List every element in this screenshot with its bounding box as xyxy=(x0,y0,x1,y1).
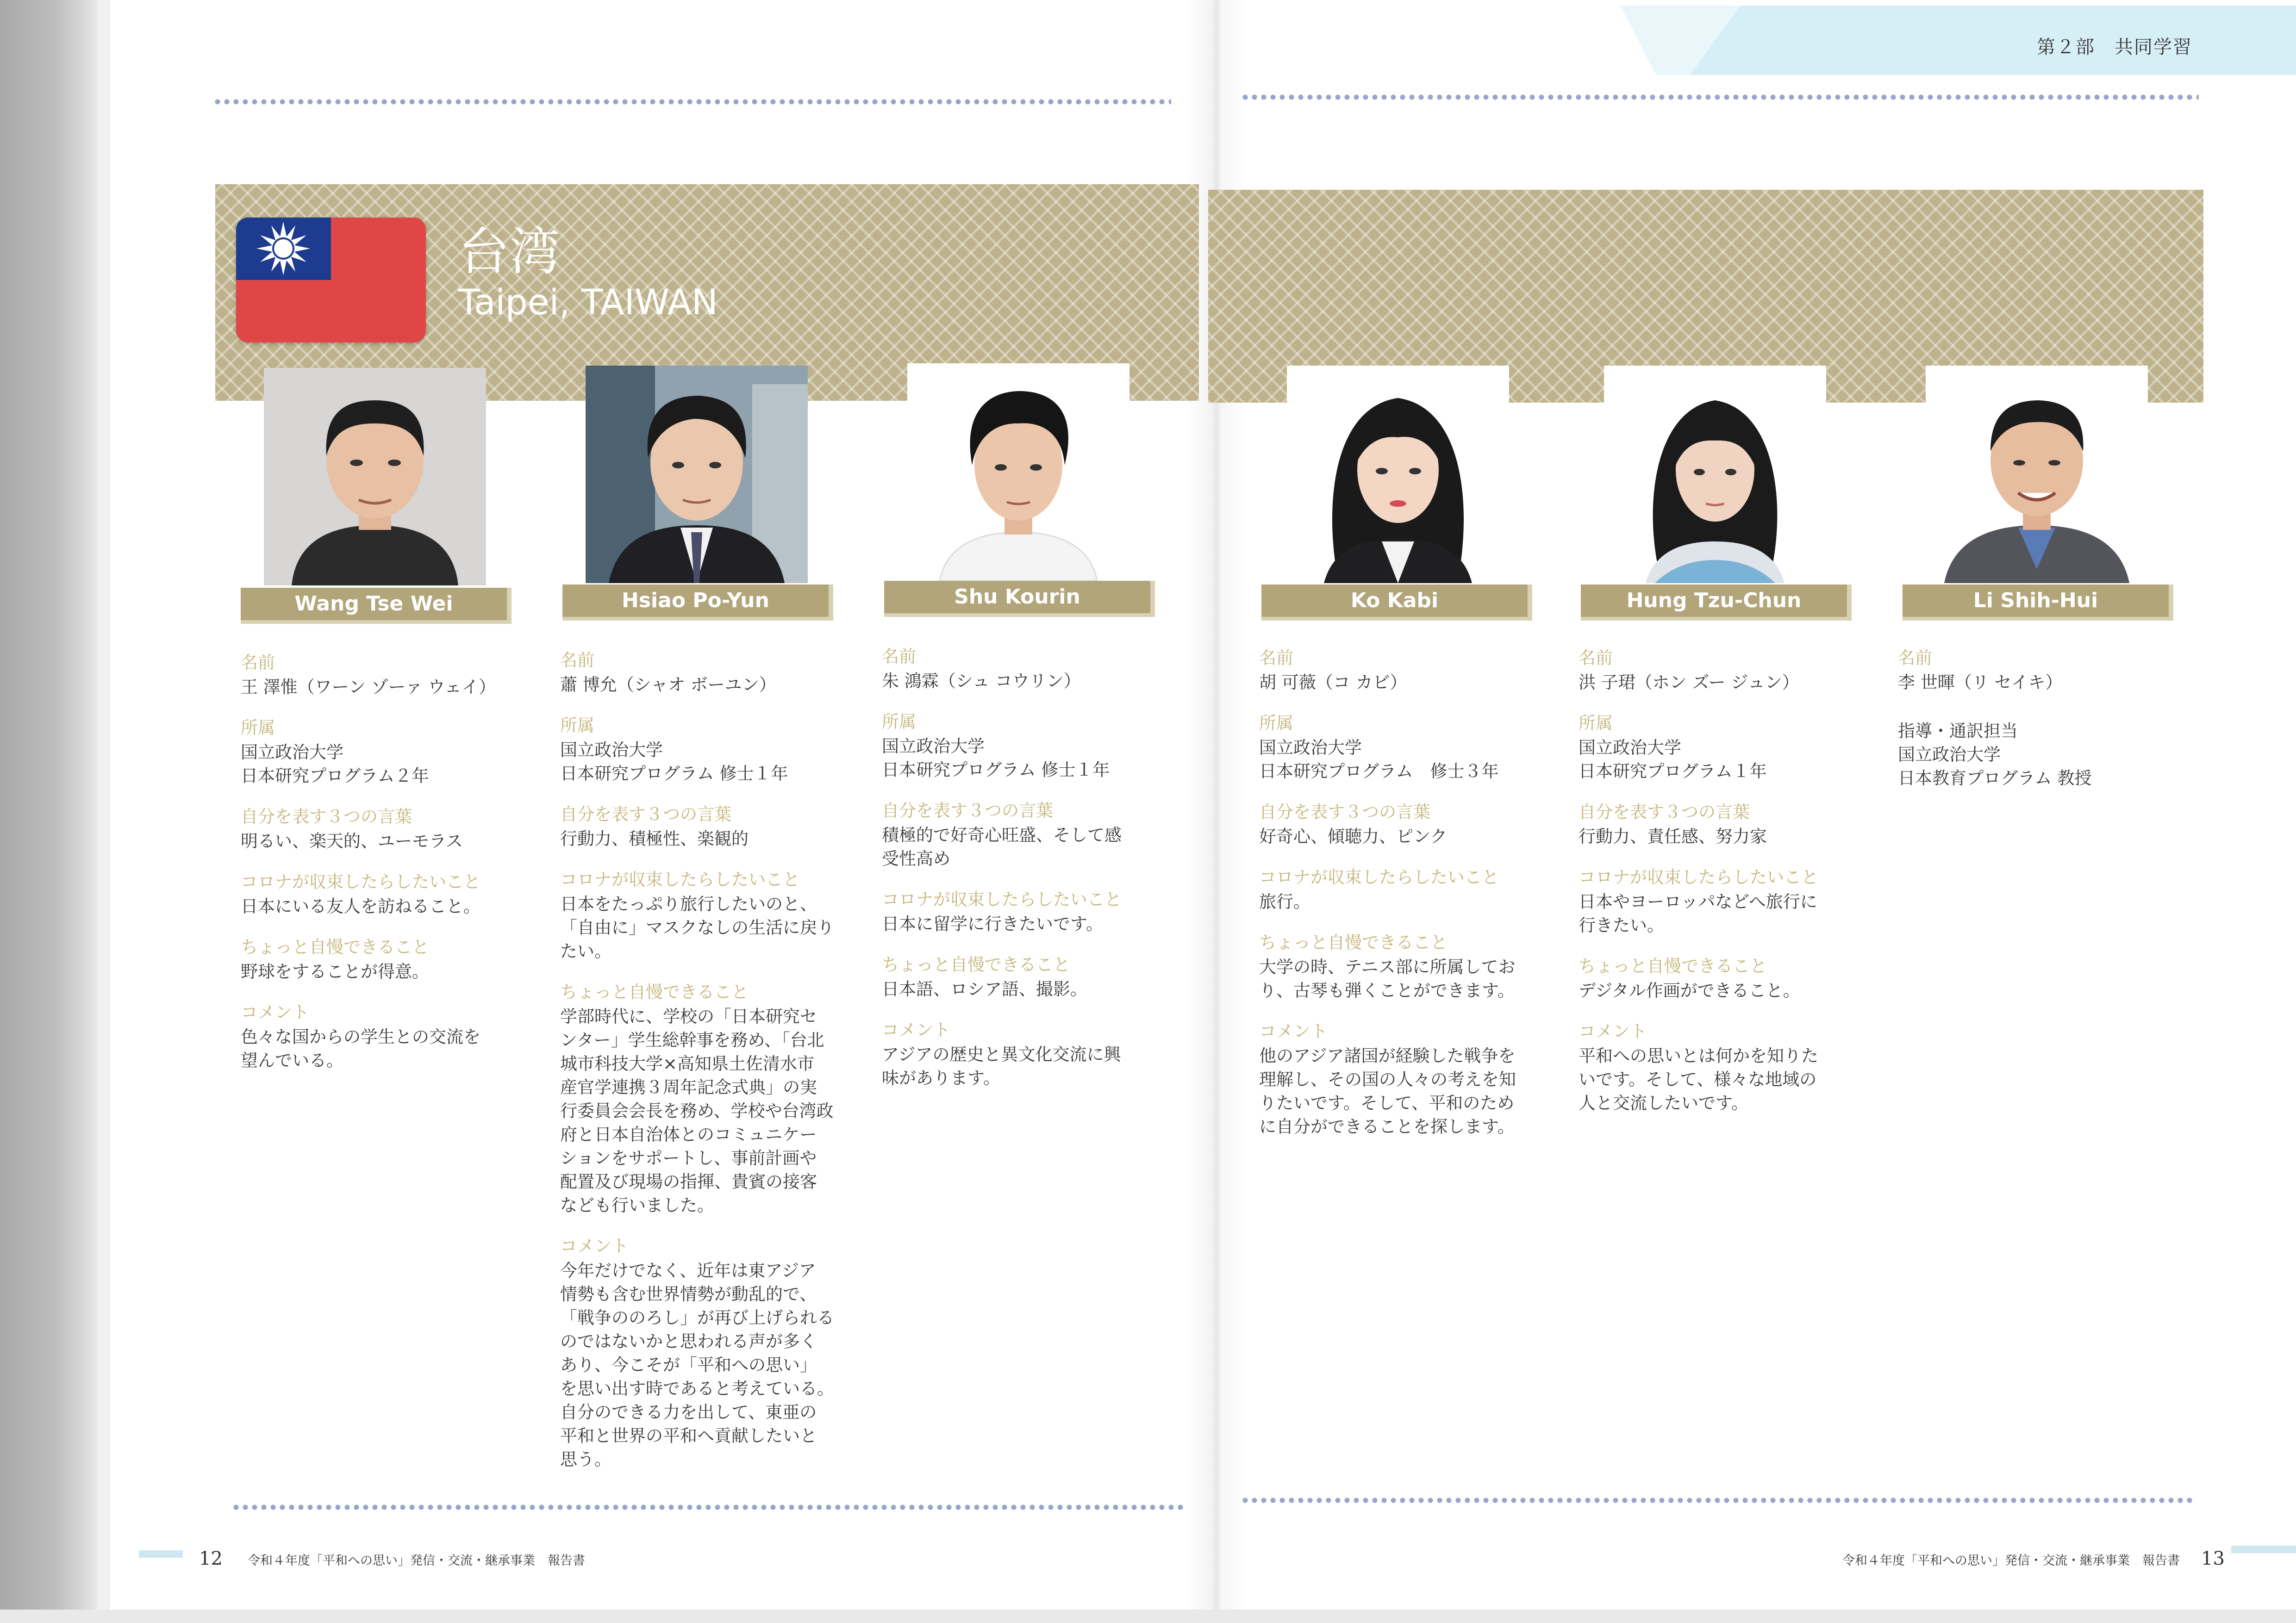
person-name: 王 澤惟（ワーン ゾーァ ウェイ） xyxy=(241,677,496,697)
person-portrait-icon xyxy=(1287,366,1509,583)
person-affiliation: 国立政治大学 日本研究プログラム１年 xyxy=(1578,738,1767,781)
label-three-words: 自分を表す３つの言葉 xyxy=(241,807,412,827)
label-three-words: 自分を表す３つの言葉 xyxy=(1259,802,1430,822)
person-name: 洪 子珺（ホン ズー ジュン） xyxy=(1578,672,1799,692)
person-three-words: 行動力、積極性、楽観的 xyxy=(560,829,749,849)
label-name: 名前 xyxy=(1578,648,1613,668)
person-comment: 平和への思いとは何かを知りた いです。そして、様々な地域の 人と交流したいです。 xyxy=(1578,1046,1818,1113)
profile-ko-kabi xyxy=(1259,646,1555,1138)
profile-hsiao-po-yun xyxy=(560,648,856,1471)
label-name: 名前 xyxy=(882,647,916,666)
label-name: 名前 xyxy=(560,650,594,670)
person-three-words: 積極的で好奇心旺盛、そして感 受性高め xyxy=(882,825,1122,869)
page-number-right: 13 xyxy=(2201,1548,2225,1569)
profile-hung-tzu-chun xyxy=(1578,646,1875,1115)
footer-report-title-right: 令和４年度「平和への思い」発信・交流・継承事業 報告書 xyxy=(1842,1554,2180,1568)
city-name: Taipei, TAIWAN xyxy=(458,281,718,323)
person-proud: 日本語、ロシア語、撮影。 xyxy=(882,979,1087,999)
person-portrait-icon xyxy=(907,363,1129,581)
person-name: 胡 可薇（コ カビ） xyxy=(1259,672,1407,692)
label-comment: コメント xyxy=(1259,1021,1328,1041)
photo-hung-tzu-chun xyxy=(1604,366,1826,583)
top-rule-right xyxy=(1241,93,2199,102)
person-name: 李 世暉（リ セイキ） xyxy=(1898,672,2063,692)
person-after-corona: 旅行。 xyxy=(1259,892,1310,912)
person-role: 指導・通訳担当 国立政治大学 日本教育プログラム 教授 xyxy=(1898,721,2092,788)
nameplate-hsiao-po-yun: Hsiao Po-Yun xyxy=(562,585,833,621)
person-comment: 色々な国からの学生との交流を 望んでいる。 xyxy=(241,1027,480,1070)
profile-wang-tse-wei xyxy=(241,650,537,1072)
label-comment: コメント xyxy=(1578,1021,1647,1041)
footer-accent-left xyxy=(139,1550,183,1558)
profile-shu-kourin xyxy=(882,644,1178,1090)
label-after-corona: コロナが収束したらしたいこと xyxy=(241,872,480,892)
person-after-corona: 日本をたっぷり旅行したいのと、 「自由に」マスクなしの生活に戻り たい。 xyxy=(560,894,834,961)
nameplate-ko-kabi: Ko Kabi xyxy=(1261,585,1532,621)
profile-li-shih-hui xyxy=(1898,646,2194,790)
nameplate-hung-tzu-chun: Hung Tzu-Chun xyxy=(1581,585,1852,621)
person-comment: アジアの歴史と異文化交流に興 味があります。 xyxy=(882,1045,1121,1088)
photo-shu-kourin xyxy=(907,363,1129,581)
person-comment: 今年だけでなく、近年は東アジア 情勢も含む世界情勢が動乱的で、 「戦争ののろし」が再び上げられる のではないかと思われる声が多く あり、今こそが「平和への思い」 を思い出す時であると考えている。 自分のできる力を出して、東亜の 平和と世界の平和へ貢献したいと 思う。 xyxy=(560,1261,834,1469)
person-affiliation: 国立政治大学 日本研究プログラム 修士３年 xyxy=(1259,738,1499,781)
scan-edge-bottom xyxy=(0,1610,2296,1623)
label-three-words: 自分を表す３つの言葉 xyxy=(560,804,731,824)
label-proud: ちょっと自慢できること xyxy=(1259,933,1447,952)
person-name: 蕭 博允（シャオ ボーユン） xyxy=(560,675,776,695)
footer-report-title-left: 令和４年度「平和への思い」発信・交流・継承事業 報告書 xyxy=(248,1554,585,1568)
page-number-left: 12 xyxy=(199,1548,223,1569)
label-affiliation: 所属 xyxy=(882,712,916,732)
person-proud: 大学の時、テニス部に所属してお り、古琴も弾くことができます。 xyxy=(1259,957,1516,1001)
person-comment: 他のアジア諸国が経験した戦争を 理解し、その国の人々の考えを知 りたいです。そして、平和のため に自分ができることを探します。 xyxy=(1259,1046,1516,1137)
label-comment: コメント xyxy=(241,1002,309,1022)
person-portrait-icon xyxy=(264,368,486,585)
person-proud: 学部時代に、学校の「日本研究セ ンター」学生総幹事を務め、「台北 城市科技大学×高知県土佐清水市 産官学連携３周年記念式典」の実 行委員会会長を務め、学校や台湾政 府と日本自治体とのコミュニケー ションをサポートし、事前計画や 配置及び現場の指揮、貴賓の接客 なども行いました。 xyxy=(560,1007,834,1215)
nameplate-li-shih-hui: Li Shih-Hui xyxy=(1903,585,2173,621)
label-name: 名前 xyxy=(1898,648,1932,668)
section-label: 第２部 共同学習 xyxy=(2037,37,2192,58)
person-portrait-icon xyxy=(1604,366,1826,583)
flag-canton xyxy=(236,218,331,280)
label-after-corona: コロナが収束したらしたいこと xyxy=(1259,867,1499,887)
label-name: 名前 xyxy=(1259,648,1293,668)
label-affiliation: 所属 xyxy=(1578,713,1613,733)
person-affiliation: 国立政治大学 日本研究プログラム２年 xyxy=(241,742,429,786)
photo-ko-kabi xyxy=(1287,366,1509,583)
bottom-rule-right xyxy=(1241,1496,2194,1505)
person-after-corona: 日本やヨーロッパなどへ旅行に 行きたい。 xyxy=(1578,892,1817,935)
label-proud: ちょっと自慢できること xyxy=(882,955,1070,975)
person-portrait-icon xyxy=(1926,366,2148,583)
photo-hsiao-po-yun xyxy=(586,366,808,583)
person-three-words: 好奇心、傾聴力、ピンク xyxy=(1259,827,1447,846)
label-proud: ちょっと自慢できること xyxy=(560,982,749,1002)
person-affiliation: 国立政治大学 日本研究プログラム 修士１年 xyxy=(882,736,1110,780)
label-affiliation: 所属 xyxy=(241,718,275,738)
label-three-words: 自分を表す３つの言葉 xyxy=(1578,802,1750,822)
person-three-words: 行動力、責任感、努力家 xyxy=(1578,827,1767,846)
scan-edge-left xyxy=(0,0,97,1623)
person-proud: 野球をすることが得意。 xyxy=(241,962,429,982)
label-proud: ちょっと自慢できること xyxy=(241,937,429,957)
taiwan-flag-icon xyxy=(236,218,426,342)
label-name: 名前 xyxy=(241,653,275,672)
footer-accent-right xyxy=(2231,1546,2296,1553)
label-after-corona: コロナが収束したらしたいこと xyxy=(882,889,1122,909)
label-comment: コメント xyxy=(560,1236,629,1256)
nameplate-shu-kourin: Shu Kourin xyxy=(884,581,1155,617)
label-proud: ちょっと自慢できること xyxy=(1578,956,1767,976)
person-after-corona: 日本にいる友人を訪ねること。 xyxy=(241,896,480,916)
top-rule-left xyxy=(213,97,1171,106)
person-portrait-icon xyxy=(586,366,808,583)
bottom-rule-left xyxy=(231,1503,1185,1512)
label-after-corona: コロナが収束したらしたいこと xyxy=(560,870,800,889)
label-three-words: 自分を表す３つの言葉 xyxy=(882,801,1053,821)
person-three-words: 明るい、楽天的、ユーモラス xyxy=(241,831,463,851)
label-comment: コメント xyxy=(882,1020,950,1040)
photo-li-shih-hui xyxy=(1926,366,2148,583)
sun-icon xyxy=(256,221,311,276)
photo-wang-tse-wei xyxy=(264,368,486,585)
country-name: 台湾 xyxy=(458,222,560,281)
person-name: 朱 鴻霖（シュ コウリン） xyxy=(882,671,1081,691)
person-proud: デジタル作画ができること。 xyxy=(1578,981,1800,1001)
label-affiliation: 所属 xyxy=(1259,713,1293,733)
page-edge-left xyxy=(97,0,110,1623)
person-affiliation: 国立政治大学 日本研究プログラム 修士１年 xyxy=(560,740,788,784)
nameplate-wang-tse-wei: Wang Tse Wei xyxy=(241,588,512,624)
person-after-corona: 日本に留学に行きたいです。 xyxy=(882,914,1104,934)
label-affiliation: 所属 xyxy=(560,715,594,735)
label-after-corona: コロナが収束したらしたいこと xyxy=(1578,867,1818,887)
